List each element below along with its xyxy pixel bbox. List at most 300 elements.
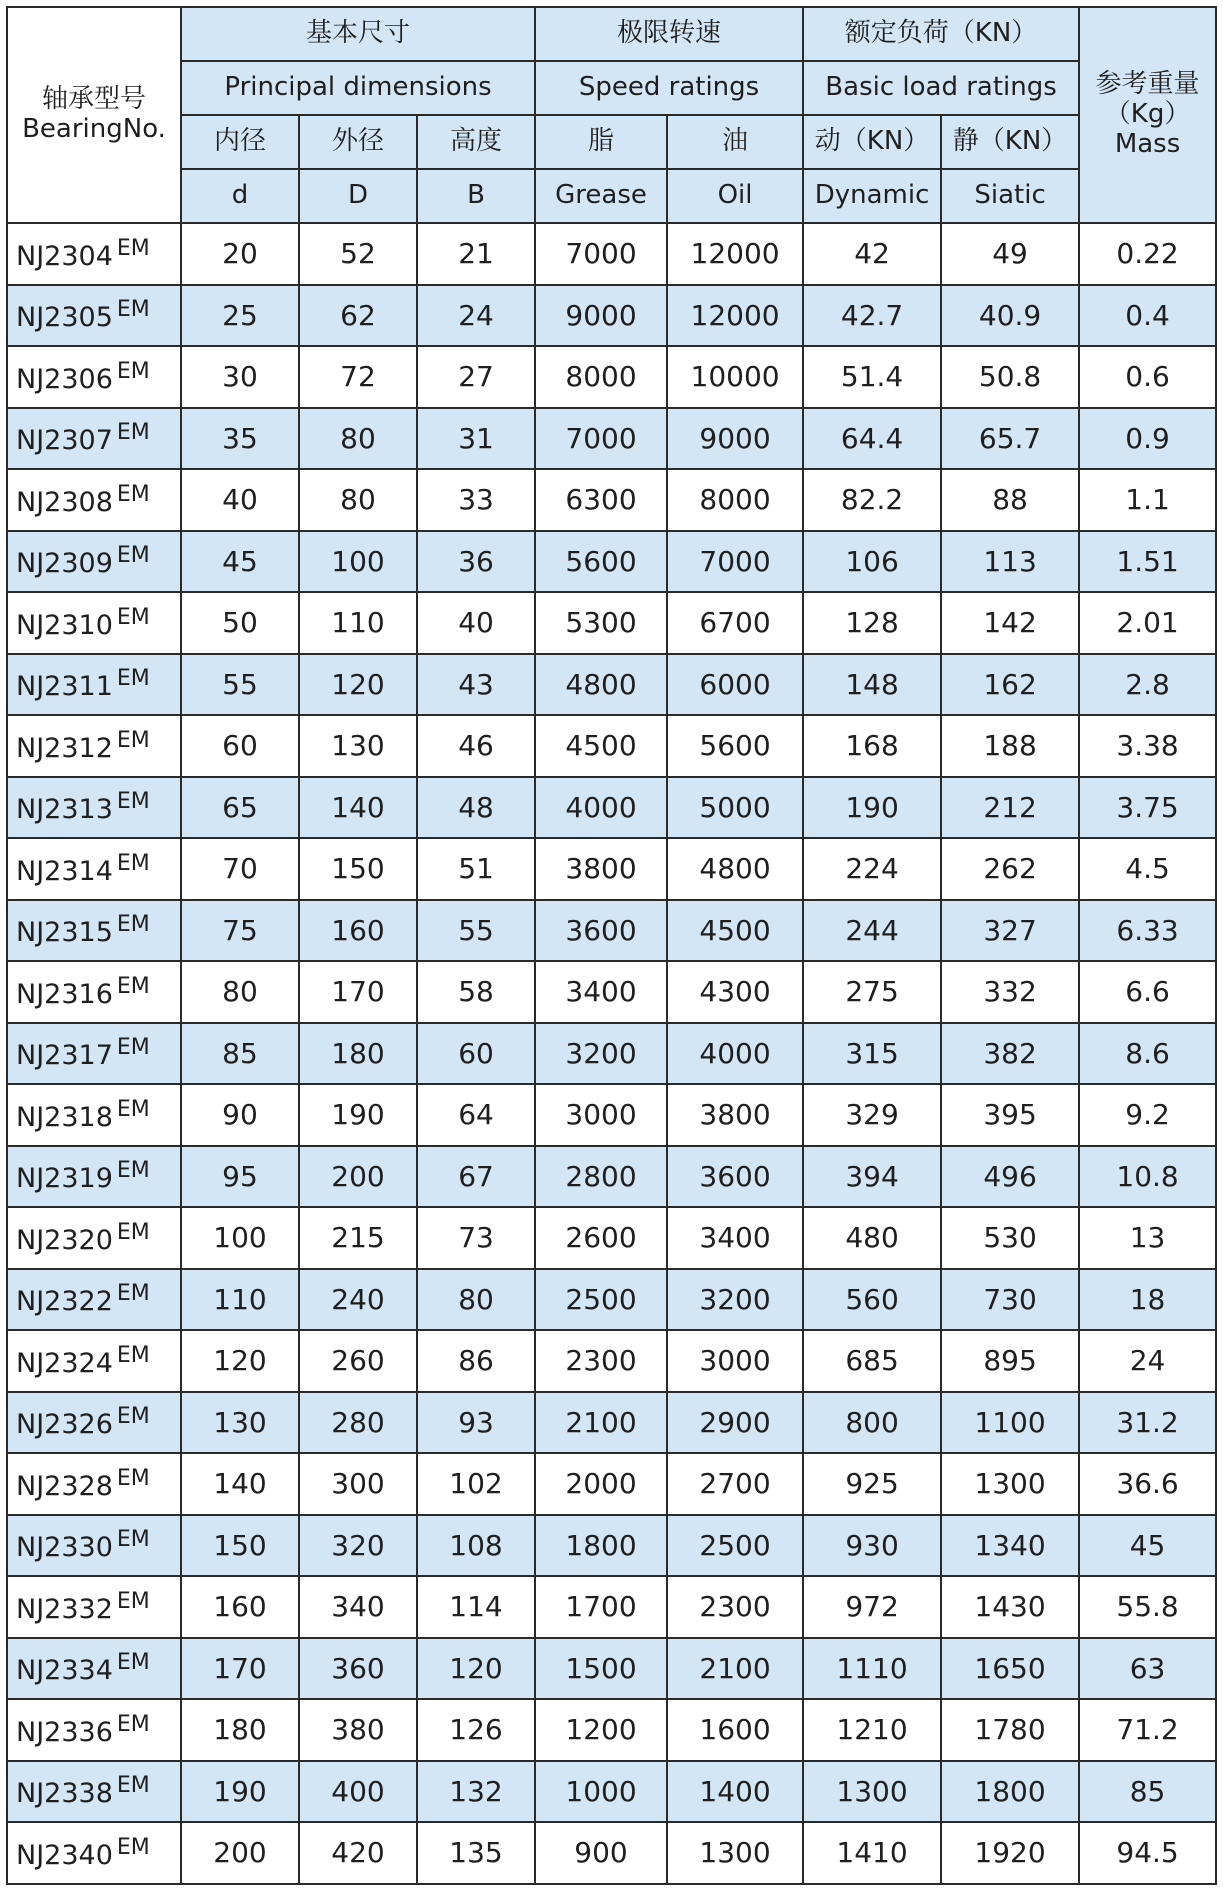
cell-height: 27 xyxy=(417,346,535,408)
cell-mass: 1.1 xyxy=(1079,469,1216,531)
cell-inner-diameter: 200 xyxy=(181,1822,299,1884)
cell-oil-speed: 1600 xyxy=(667,1699,803,1761)
cell-inner-diameter: 55 xyxy=(181,654,299,716)
cell-dynamic-load: 560 xyxy=(803,1269,941,1331)
cell-inner-diameter: 110 xyxy=(181,1269,299,1331)
bearing-model: NJ2305 xyxy=(16,302,113,334)
table-row xyxy=(7,1269,1216,1331)
header-d: d xyxy=(181,169,299,223)
cell-height: 58 xyxy=(417,961,535,1023)
cell-static-load: 50.8 xyxy=(941,346,1079,408)
cell-dynamic-load: 930 xyxy=(803,1515,941,1577)
bearing-suffix: EM xyxy=(116,297,150,323)
cell-bearing-no xyxy=(7,1023,181,1085)
header-static-cn: 静（KN） xyxy=(941,115,1079,169)
bearing-table xyxy=(6,6,1217,1885)
cell-outer-diameter: 320 xyxy=(299,1515,417,1577)
cell-dynamic-load: 315 xyxy=(803,1023,941,1085)
header-oil-cn: 油 xyxy=(667,115,803,169)
header-d-cn: 内径 xyxy=(181,115,299,169)
cell-bearing-no xyxy=(7,1638,181,1700)
cell-mass: 36.6 xyxy=(1079,1453,1216,1515)
cell-height: 135 xyxy=(417,1822,535,1884)
cell-inner-diameter: 80 xyxy=(181,961,299,1023)
cell-grease-speed: 5600 xyxy=(535,531,667,593)
cell-static-load: 730 xyxy=(941,1269,1079,1331)
cell-grease-speed: 900 xyxy=(535,1822,667,1884)
cell-oil-speed: 7000 xyxy=(667,531,803,593)
cell-outer-diameter: 62 xyxy=(299,285,417,347)
bearing-suffix: EM xyxy=(116,1711,150,1737)
cell-static-load: 395 xyxy=(941,1084,1079,1146)
cell-bearing-no xyxy=(7,469,181,531)
cell-bearing-no xyxy=(7,1330,181,1392)
cell-bearing-no xyxy=(7,531,181,593)
cell-grease-speed: 1200 xyxy=(535,1699,667,1761)
cell-grease-speed: 3000 xyxy=(535,1084,667,1146)
cell-bearing-no xyxy=(7,1084,181,1146)
cell-grease-speed: 9000 xyxy=(535,285,667,347)
table-row xyxy=(7,223,1216,285)
cell-bearing-no xyxy=(7,1207,181,1269)
cell-mass: 13 xyxy=(1079,1207,1216,1269)
cell-bearing-no xyxy=(7,1146,181,1208)
table-row xyxy=(7,1638,1216,1700)
cell-mass: 3.38 xyxy=(1079,715,1216,777)
cell-mass: 24 xyxy=(1079,1330,1216,1392)
cell-grease-speed: 7000 xyxy=(535,408,667,470)
cell-inner-diameter: 70 xyxy=(181,838,299,900)
cell-dynamic-load: 64.4 xyxy=(803,408,941,470)
cell-inner-diameter: 130 xyxy=(181,1392,299,1454)
bearing-model: NJ2330 xyxy=(16,1532,113,1564)
cell-inner-diameter: 190 xyxy=(181,1761,299,1823)
table-body xyxy=(7,223,1216,1884)
cell-grease-speed: 2500 xyxy=(535,1269,667,1331)
cell-oil-speed: 3600 xyxy=(667,1146,803,1208)
cell-grease-speed: 4000 xyxy=(535,777,667,839)
header-bearing-no xyxy=(7,7,181,223)
bearing-model: NJ2312 xyxy=(16,732,113,764)
table-row xyxy=(7,1330,1216,1392)
header-grease: Grease xyxy=(535,169,667,223)
cell-dynamic-load: 224 xyxy=(803,838,941,900)
cell-grease-speed: 4500 xyxy=(535,715,667,777)
cell-mass: 85 xyxy=(1079,1761,1216,1823)
cell-static-load: 1650 xyxy=(941,1638,1079,1700)
cell-oil-speed: 12000 xyxy=(667,223,803,285)
table-row xyxy=(7,1822,1216,1884)
cell-mass: 0.22 xyxy=(1079,223,1216,285)
cell-inner-diameter: 65 xyxy=(181,777,299,839)
cell-mass: 6.6 xyxy=(1079,961,1216,1023)
header-load-en: Basic load ratings xyxy=(803,61,1079,115)
cell-height: 31 xyxy=(417,408,535,470)
cell-oil-speed: 3200 xyxy=(667,1269,803,1331)
bearing-suffix: EM xyxy=(116,850,150,876)
cell-static-load: 1430 xyxy=(941,1576,1079,1638)
header-D-cn: 外径 xyxy=(299,115,417,169)
header-oil: Oil xyxy=(667,169,803,223)
cell-mass: 6.33 xyxy=(1079,900,1216,962)
cell-inner-diameter: 30 xyxy=(181,346,299,408)
cell-outer-diameter: 120 xyxy=(299,654,417,716)
cell-height: 36 xyxy=(417,531,535,593)
cell-oil-speed: 2700 xyxy=(667,1453,803,1515)
bearing-model: NJ2315 xyxy=(16,917,113,949)
bearing-suffix: EM xyxy=(116,1465,150,1491)
cell-oil-speed: 1300 xyxy=(667,1822,803,1884)
cell-inner-diameter: 20 xyxy=(181,223,299,285)
bearing-suffix: EM xyxy=(116,973,150,999)
cell-grease-speed: 1000 xyxy=(535,1761,667,1823)
header-mass xyxy=(1079,7,1216,223)
bearing-suffix: EM xyxy=(116,1219,150,1245)
cell-height: 120 xyxy=(417,1638,535,1700)
cell-dynamic-load: 800 xyxy=(803,1392,941,1454)
cell-dynamic-load: 925 xyxy=(803,1453,941,1515)
cell-oil-speed: 4300 xyxy=(667,961,803,1023)
cell-oil-speed: 9000 xyxy=(667,408,803,470)
bearing-model: NJ2306 xyxy=(16,363,113,395)
cell-height: 126 xyxy=(417,1699,535,1761)
cell-grease-speed: 2100 xyxy=(535,1392,667,1454)
cell-dynamic-load: 329 xyxy=(803,1084,941,1146)
cell-oil-speed: 12000 xyxy=(667,285,803,347)
cell-grease-speed: 5300 xyxy=(535,592,667,654)
cell-oil-speed: 1400 xyxy=(667,1761,803,1823)
cell-oil-speed: 3000 xyxy=(667,1330,803,1392)
bearing-suffix: EM xyxy=(116,727,150,753)
cell-dynamic-load: 1410 xyxy=(803,1822,941,1884)
table-row xyxy=(7,1392,1216,1454)
table-row xyxy=(7,1453,1216,1515)
bearing-model: NJ2318 xyxy=(16,1101,113,1133)
cell-inner-diameter: 90 xyxy=(181,1084,299,1146)
bearing-suffix: EM xyxy=(116,235,150,261)
table-header xyxy=(7,7,1216,223)
cell-mass: 3.75 xyxy=(1079,777,1216,839)
cell-dynamic-load: 82.2 xyxy=(803,469,941,531)
cell-static-load: 1100 xyxy=(941,1392,1079,1454)
cell-height: 43 xyxy=(417,654,535,716)
header-speed-cn: 极限转速 xyxy=(535,7,803,61)
cell-static-load: 1800 xyxy=(941,1761,1079,1823)
cell-grease-speed: 1500 xyxy=(535,1638,667,1700)
bearing-spec-sheet xyxy=(6,6,1215,1884)
cell-bearing-no xyxy=(7,1699,181,1761)
bearing-model: NJ2304 xyxy=(16,240,113,272)
cell-static-load: 496 xyxy=(941,1146,1079,1208)
bearing-suffix: EM xyxy=(116,666,150,692)
cell-dynamic-load: 480 xyxy=(803,1207,941,1269)
cell-oil-speed: 6700 xyxy=(667,592,803,654)
cell-dynamic-load: 1210 xyxy=(803,1699,941,1761)
cell-grease-speed: 3200 xyxy=(535,1023,667,1085)
cell-grease-speed: 7000 xyxy=(535,223,667,285)
cell-bearing-no xyxy=(7,1576,181,1638)
bearing-suffix: EM xyxy=(116,789,150,815)
cell-dynamic-load: 148 xyxy=(803,654,941,716)
cell-inner-diameter: 100 xyxy=(181,1207,299,1269)
cell-mass: 18 xyxy=(1079,1269,1216,1331)
cell-inner-diameter: 25 xyxy=(181,285,299,347)
cell-mass: 2.01 xyxy=(1079,592,1216,654)
bearing-suffix: EM xyxy=(116,420,150,446)
header-B-cn: 高度 xyxy=(417,115,535,169)
bearing-suffix: EM xyxy=(116,1281,150,1307)
cell-outer-diameter: 72 xyxy=(299,346,417,408)
cell-inner-diameter: 60 xyxy=(181,715,299,777)
table-row xyxy=(7,1515,1216,1577)
cell-dynamic-load: 51.4 xyxy=(803,346,941,408)
cell-height: 108 xyxy=(417,1515,535,1577)
cell-outer-diameter: 140 xyxy=(299,777,417,839)
header-bearing-no-en: BearingNo. xyxy=(22,114,166,144)
cell-grease-speed: 3800 xyxy=(535,838,667,900)
cell-grease-speed: 1800 xyxy=(535,1515,667,1577)
bearing-model: NJ2316 xyxy=(16,978,113,1010)
cell-height: 86 xyxy=(417,1330,535,1392)
cell-bearing-no xyxy=(7,961,181,1023)
cell-outer-diameter: 420 xyxy=(299,1822,417,1884)
cell-outer-diameter: 160 xyxy=(299,900,417,962)
cell-mass: 45 xyxy=(1079,1515,1216,1577)
cell-oil-speed: 3800 xyxy=(667,1084,803,1146)
bearing-suffix: EM xyxy=(116,1588,150,1614)
cell-dynamic-load: 1300 xyxy=(803,1761,941,1823)
cell-mass: 2.8 xyxy=(1079,654,1216,716)
cell-dynamic-load: 106 xyxy=(803,531,941,593)
cell-height: 102 xyxy=(417,1453,535,1515)
header-B: B xyxy=(417,169,535,223)
cell-bearing-no xyxy=(7,1822,181,1884)
bearing-model: NJ2307 xyxy=(16,425,113,457)
cell-grease-speed: 1700 xyxy=(535,1576,667,1638)
header-dims-en: Principal dimensions xyxy=(181,61,535,115)
cell-height: 33 xyxy=(417,469,535,531)
table-row xyxy=(7,838,1216,900)
table-row xyxy=(7,900,1216,962)
bearing-model: NJ2340 xyxy=(16,1839,113,1871)
cell-bearing-no xyxy=(7,408,181,470)
cell-inner-diameter: 40 xyxy=(181,469,299,531)
cell-oil-speed: 2500 xyxy=(667,1515,803,1577)
cell-outer-diameter: 240 xyxy=(299,1269,417,1331)
cell-grease-speed: 3600 xyxy=(535,900,667,962)
cell-mass: 55.8 xyxy=(1079,1576,1216,1638)
bearing-model: NJ2310 xyxy=(16,609,113,641)
header-dims-cn: 基本尺寸 xyxy=(181,7,535,61)
cell-inner-diameter: 120 xyxy=(181,1330,299,1392)
bearing-suffix: EM xyxy=(116,1158,150,1184)
cell-mass: 0.4 xyxy=(1079,285,1216,347)
cell-static-load: 382 xyxy=(941,1023,1079,1085)
cell-oil-speed: 2900 xyxy=(667,1392,803,1454)
table-row xyxy=(7,654,1216,716)
cell-mass: 94.5 xyxy=(1079,1822,1216,1884)
header-mass-unit: （Kg） xyxy=(1104,99,1191,130)
cell-bearing-no xyxy=(7,1515,181,1577)
cell-outer-diameter: 52 xyxy=(299,223,417,285)
cell-height: 40 xyxy=(417,592,535,654)
cell-bearing-no xyxy=(7,777,181,839)
bearing-model: NJ2332 xyxy=(16,1593,113,1625)
bearing-model: NJ2317 xyxy=(16,1040,113,1072)
cell-inner-diameter: 140 xyxy=(181,1453,299,1515)
cell-height: 80 xyxy=(417,1269,535,1331)
cell-oil-speed: 2100 xyxy=(667,1638,803,1700)
cell-oil-speed: 6000 xyxy=(667,654,803,716)
cell-bearing-no xyxy=(7,1453,181,1515)
cell-outer-diameter: 340 xyxy=(299,1576,417,1638)
bearing-model: NJ2326 xyxy=(16,1409,113,1441)
cell-inner-diameter: 150 xyxy=(181,1515,299,1577)
cell-outer-diameter: 400 xyxy=(299,1761,417,1823)
cell-dynamic-load: 168 xyxy=(803,715,941,777)
header-D: D xyxy=(299,169,417,223)
bearing-model: NJ2334 xyxy=(16,1655,113,1687)
cell-mass: 8.6 xyxy=(1079,1023,1216,1085)
cell-mass: 4.5 xyxy=(1079,838,1216,900)
table-row xyxy=(7,715,1216,777)
cell-static-load: 212 xyxy=(941,777,1079,839)
bearing-suffix: EM xyxy=(116,481,150,507)
cell-dynamic-load: 42.7 xyxy=(803,285,941,347)
cell-height: 55 xyxy=(417,900,535,962)
cell-oil-speed: 4800 xyxy=(667,838,803,900)
header-dynamic-cn: 动（KN） xyxy=(803,115,941,169)
header-static: Siatic xyxy=(941,169,1079,223)
cell-height: 73 xyxy=(417,1207,535,1269)
table-row xyxy=(7,1084,1216,1146)
bearing-model: NJ2338 xyxy=(16,1778,113,1810)
cell-mass: 9.2 xyxy=(1079,1084,1216,1146)
cell-outer-diameter: 80 xyxy=(299,408,417,470)
cell-dynamic-load: 275 xyxy=(803,961,941,1023)
bearing-model: NJ2328 xyxy=(16,1470,113,1502)
bearing-suffix: EM xyxy=(116,912,150,938)
cell-inner-diameter: 50 xyxy=(181,592,299,654)
cell-grease-speed: 2800 xyxy=(535,1146,667,1208)
cell-bearing-no xyxy=(7,346,181,408)
cell-inner-diameter: 85 xyxy=(181,1023,299,1085)
bearing-suffix: EM xyxy=(116,543,150,569)
bearing-suffix: EM xyxy=(116,1404,150,1430)
cell-outer-diameter: 150 xyxy=(299,838,417,900)
cell-oil-speed: 2300 xyxy=(667,1576,803,1638)
cell-bearing-no xyxy=(7,1269,181,1331)
bearing-suffix: EM xyxy=(116,1035,150,1061)
cell-bearing-no xyxy=(7,223,181,285)
cell-dynamic-load: 1110 xyxy=(803,1638,941,1700)
cell-static-load: 1780 xyxy=(941,1699,1079,1761)
table-row xyxy=(7,1761,1216,1823)
bearing-model: NJ2311 xyxy=(16,671,113,703)
cell-inner-diameter: 75 xyxy=(181,900,299,962)
bearing-suffix: EM xyxy=(116,358,150,384)
table-row xyxy=(7,531,1216,593)
cell-bearing-no xyxy=(7,285,181,347)
cell-mass: 71.2 xyxy=(1079,1699,1216,1761)
cell-outer-diameter: 360 xyxy=(299,1638,417,1700)
cell-static-load: 332 xyxy=(941,961,1079,1023)
cell-inner-diameter: 170 xyxy=(181,1638,299,1700)
cell-dynamic-load: 190 xyxy=(803,777,941,839)
header-mass-cn: 参考重量 xyxy=(1095,69,1200,100)
cell-height: 64 xyxy=(417,1084,535,1146)
table-row xyxy=(7,408,1216,470)
cell-inner-diameter: 180 xyxy=(181,1699,299,1761)
table-row xyxy=(7,469,1216,531)
cell-oil-speed: 3400 xyxy=(667,1207,803,1269)
cell-static-load: 1340 xyxy=(941,1515,1079,1577)
cell-static-load: 49 xyxy=(941,223,1079,285)
bearing-model: NJ2336 xyxy=(16,1716,113,1748)
cell-outer-diameter: 170 xyxy=(299,961,417,1023)
cell-height: 46 xyxy=(417,715,535,777)
cell-outer-diameter: 190 xyxy=(299,1084,417,1146)
cell-mass: 10.8 xyxy=(1079,1146,1216,1208)
bearing-model: NJ2313 xyxy=(16,794,113,826)
cell-height: 60 xyxy=(417,1023,535,1085)
bearing-suffix: EM xyxy=(116,1773,150,1799)
table-row xyxy=(7,1146,1216,1208)
cell-mass: 0.9 xyxy=(1079,408,1216,470)
bearing-suffix: EM xyxy=(116,1834,150,1860)
bearing-suffix: EM xyxy=(116,604,150,630)
cell-inner-diameter: 95 xyxy=(181,1146,299,1208)
cell-mass: 0.6 xyxy=(1079,346,1216,408)
bearing-model: NJ2308 xyxy=(16,486,113,518)
header-speed-en: Speed ratings xyxy=(535,61,803,115)
cell-bearing-no xyxy=(7,592,181,654)
cell-mass: 31.2 xyxy=(1079,1392,1216,1454)
cell-dynamic-load: 685 xyxy=(803,1330,941,1392)
cell-grease-speed: 2000 xyxy=(535,1453,667,1515)
bearing-suffix: EM xyxy=(116,1527,150,1553)
cell-static-load: 142 xyxy=(941,592,1079,654)
table-row xyxy=(7,777,1216,839)
cell-outer-diameter: 380 xyxy=(299,1699,417,1761)
header-load-cn: 额定负荷（KN） xyxy=(803,7,1079,61)
cell-static-load: 88 xyxy=(941,469,1079,531)
bearing-model: NJ2322 xyxy=(16,1286,113,1318)
cell-oil-speed: 4000 xyxy=(667,1023,803,1085)
cell-static-load: 327 xyxy=(941,900,1079,962)
cell-dynamic-load: 394 xyxy=(803,1146,941,1208)
cell-height: 21 xyxy=(417,223,535,285)
cell-outer-diameter: 215 xyxy=(299,1207,417,1269)
cell-inner-diameter: 35 xyxy=(181,408,299,470)
cell-grease-speed: 2300 xyxy=(535,1330,667,1392)
cell-mass: 1.51 xyxy=(1079,531,1216,593)
cell-height: 132 xyxy=(417,1761,535,1823)
cell-outer-diameter: 260 xyxy=(299,1330,417,1392)
bearing-model: NJ2324 xyxy=(16,1347,113,1379)
table-row xyxy=(7,1207,1216,1269)
header-bearing-no-cn: 轴承型号 xyxy=(41,84,146,115)
cell-grease-speed: 4800 xyxy=(535,654,667,716)
cell-outer-diameter: 80 xyxy=(299,469,417,531)
table-row xyxy=(7,1023,1216,1085)
cell-static-load: 1300 xyxy=(941,1453,1079,1515)
cell-outer-diameter: 200 xyxy=(299,1146,417,1208)
cell-outer-diameter: 110 xyxy=(299,592,417,654)
cell-height: 67 xyxy=(417,1146,535,1208)
bearing-model: NJ2314 xyxy=(16,855,113,887)
cell-height: 51 xyxy=(417,838,535,900)
